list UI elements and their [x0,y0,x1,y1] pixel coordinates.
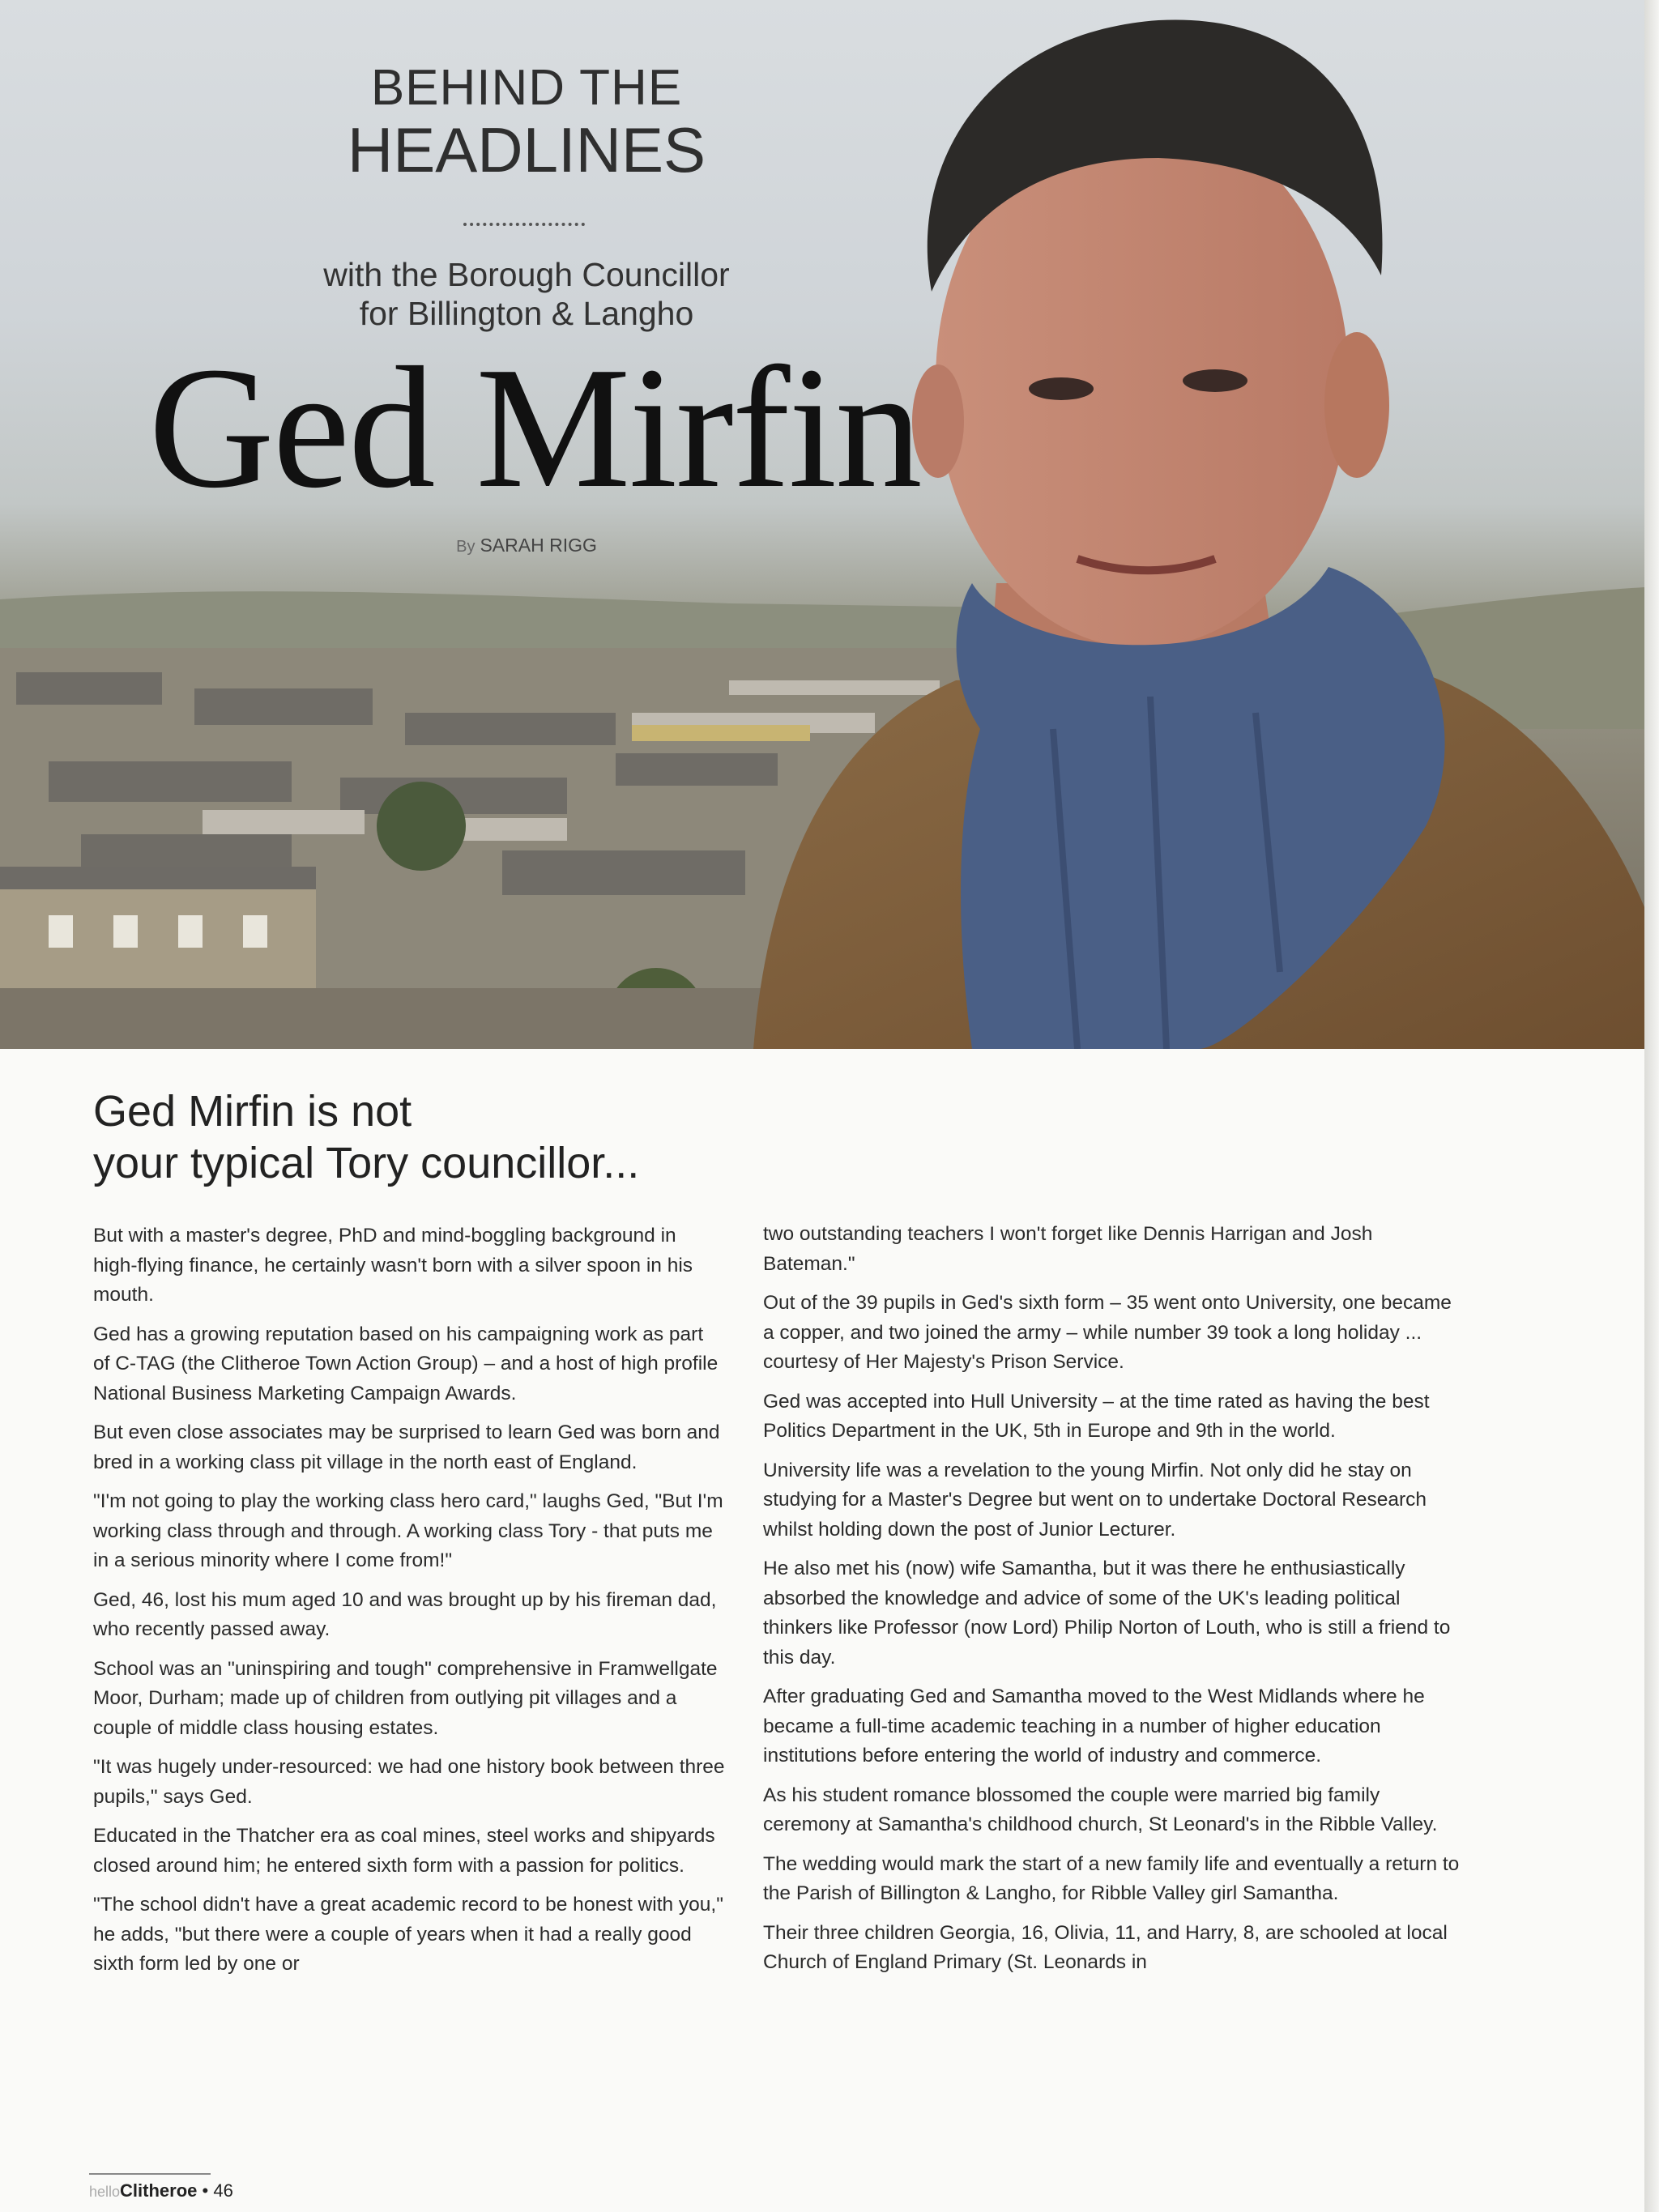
standfirst [93,1085,741,1189]
kicker-line-1: BEHIND THE [370,60,683,116]
paragraph: University life was a revelation to the young Mirfin. Not only did he stay on studying for a Master's Degree but went on to undertake Doctoral Research whilst holding down the post of Junior Lecturer. [763,1459,1427,1541]
profile-name: Ged Mirfin [148,330,921,524]
hero-photo [0,0,1644,1049]
paragraph: But with a master's degree, PhD and mind-boggling background in high-flying finance, he certainly wasn't born with a silver spoon in his mouth. [93,1225,693,1306]
headline-kicker [284,60,770,185]
byline-author: SARAH RIGG [480,535,597,556]
paragraph: "I'm not going to play the working class hero card," laughs Ged, "But I'm working class through and through. A working class Tory - that puts me in a serious minority where I come from!" [93,1490,723,1571]
article-column-right [763,1220,1460,1988]
paragraph: As his student romance blossomed the couple were married big family ceremony at Samantha's childhood church, St Leonard's in the Ribble Valley. [763,1784,1438,1835]
page-footer [89,2180,233,2201]
paragraph: School was an "uninspiring and tough" comprehensive in Framwellgate Moor, Durham; made up of children from outlying pit villages and a couple of middle class housing estates. [93,1657,718,1739]
paragraph: two outstanding teachers I won't forget like Dennis Harrigan and Josh Bateman." [763,1223,1373,1275]
paragraph: But even close associates may be surprised to learn Ged was born and bred in a working class pit village in the north east of England. [93,1421,720,1473]
byline [365,535,689,556]
paragraph: The wedding would mark the start of a new family life and eventually a return to the Parish of Billington & Langho, for Ribble Valley girl Samantha. [763,1852,1460,1904]
paragraph: Out of the 39 pupils in Ged's sixth form – 35 went onto University, one became a copper, and two joined the army – while number 39 took a long holiday ... courtesy of Her Majesty's Prison Service. [763,1292,1452,1373]
footer-brand: Clitheroe [120,2180,198,2201]
hero-illustration [0,0,1644,1049]
subtitle-line-2: for Billington & Langho [359,295,694,332]
subtitle [243,255,810,333]
page-gutter [1644,0,1659,2212]
standfirst-line-2: your typical Tory councillor... [93,1139,640,1187]
standfirst-line-1: Ged Mirfin is not [93,1087,412,1136]
footer-rule [89,2173,211,2175]
byline-prefix: By [456,538,476,556]
paragraph: Educated in the Thatcher era as coal mines, steel works and shipyards closed around him; he entered sixth form with a passion for politics. [93,1825,715,1877]
page-number: 46 [213,2180,233,2201]
paragraph: After graduating Ged and Samantha moved to the West Midlands where he became a full-time academic teaching in a number of higher education institutions before entering the world of industry and commerce. [763,1686,1425,1767]
paragraph: "It was hugely under-resourced: we had one history book between three pupils," says Ged. [93,1756,725,1808]
kicker-line-2: HEADLINES [347,114,706,185]
paragraph: Ged has a growing reputation based on his campaigning work as part of C-TAG (the Clitheroe Town Action Group) – and a host of high profile National Business Marketing Campaign Awards. [93,1323,719,1404]
dotted-divider [463,223,585,231]
paragraph: "The school didn't have a great academic record to be honest with you," he adds, "but there were a couple of years when it had a really good sixth form led by one or [93,1894,723,1975]
paragraph: He also met his (now) wife Samantha, but it was there he enthusiastically absorbed the knowledge and advice of some of the UK's leading political thinkers like Professor (now Lord) Philip Norton of Louth, who is still a friend to this day. [763,1558,1451,1669]
footer-hello: hello [89,2184,121,2200]
paragraph: Their three children Georgia, 16, Olivia, 11, and Harry, 8, are schooled at local Church of England Primary (St. Leonards in [763,1921,1448,1973]
subtitle-line-1: with the Borough Councillor [323,256,730,293]
paragraph: Ged was accepted into Hull University – at the time rated as having the best Politics Department in the UK, 5th in Europe and 9th in the world. [763,1390,1430,1442]
footer-separator: • [202,2180,209,2201]
paragraph: Ged, 46, lost his mum aged 10 and was brought up by his fireman dad, who recently passed away. [93,1588,717,1640]
article-column-left [93,1221,725,1989]
